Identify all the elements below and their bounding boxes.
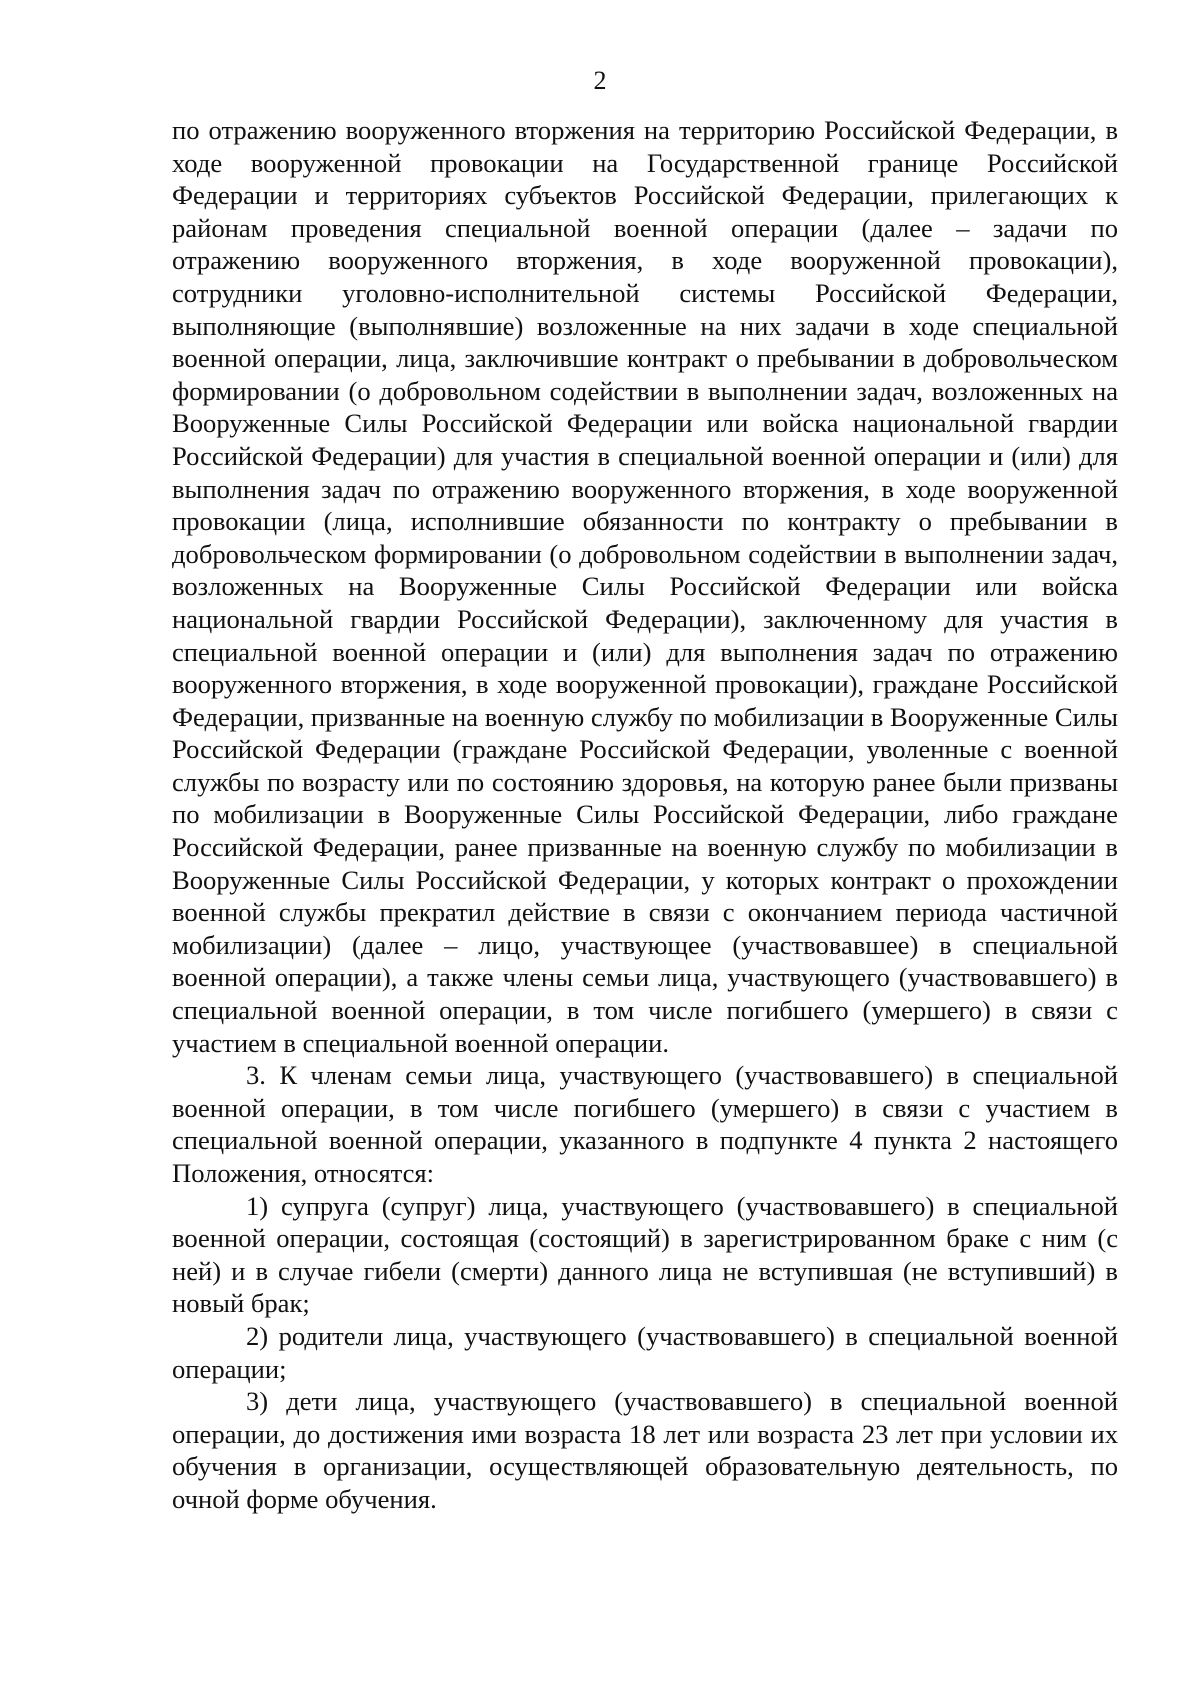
page-number: 2 <box>593 66 607 95</box>
paragraph-subitem-1: 1) супруга (супруг) лица, участвующего (участвовавшего) в специальной военной операции, состоящая (состоящий) в зарегистрированном браке с ним (с ней) и в случае гибели (смерти) данного лица не вступившая (не вступивший) в новый брак; <box>172 1190 1118 1319</box>
paragraph-item-3: 3. К членам семьи лица, участвующего (участвовавшего) в специальной военной операции, в том числе погибшего (умершего) в связи с участием в специальной военной операции, указанного в подпункте 4 пункта 2 настоящего Положения, относятся: <box>172 1060 1118 1188</box>
paragraph-subitem-3: 3) дети лица, участвующего (участвовавшего) в специальной военной операции, до достижения ими возраста 18 лет или возраста 23 лет при условии их обучения в организации, осуществляющей образовательную деятельность, по очной форме обучения. <box>172 1386 1118 1514</box>
paragraph-subitem-2: 2) родители лица, участвующего (участвовавшего) в специальной военной операции; <box>172 1320 1118 1384</box>
document-body <box>172 114 1118 1516</box>
paragraph-continuation: по отражению вооруженного вторжения на территорию Российской Федерации, в ходе вооруженной провокации на Государственной границе Российской Федерации и территориях субъектов Российской Федерации, прилегающих к районам проведения специальной военной операции (далее – задачи по отражению вооруженного вторжения, в ходе вооруженной провокации), сотрудники уголовно-исполнительной системы Российской Федерации, выполняющие (выполнявшие) возложенные на них задачи в ходе специальной военной операции, лица, заключившие контракт о пребывании в добровольческом формировании (о добровольном содействии в выполнении задач, возложенных на Вооруженные Силы Российской Федерации или войска национальной гвардии Российской Федерации) для участия в специальной военной операции и (или) для выполнения задач по отражению вооруженного вторжения, в ходе вооруженной провокации (лица, исполнившие обязанности по контракту о пребывании в добровольческом формировании (о добровольном содействии в выполнении задач, возложенных на Вооруженные Силы Российской Федерации или войска национальной гвардии Российской Федерации), заключенному для участия в специальной военной операции и (или) для выполнения задач по отражению вооруженного вторжения, в ходе вооруженной провокации), граждане Российской Федерации, призванные на военную службу по мобилизации в Вооруженные Силы Российской Федерации (граждане Российской Федерации, уволенные с военной службы по возрасту или по состоянию здоровья, на которую ранее были призваны по мобилизации в Вооруженные Силы Российской Федерации, либо граждане Российской Федерации, ранее призванные на военную службу по мобилизации в Вооруженные Силы Российской Федерации, у которых контракт о прохождении военной службы прекратил действие в связи с окончанием периода частичной мобилизации) (далее – лицо, участвующее (участвовавшее) в специальной военной операции), а также члены семьи лица, участвующего (участвовавшего) в специальной военной операции, в том числе погибшего (умершего) в связи с участием в специальной военной операции. <box>172 115 1118 1058</box>
